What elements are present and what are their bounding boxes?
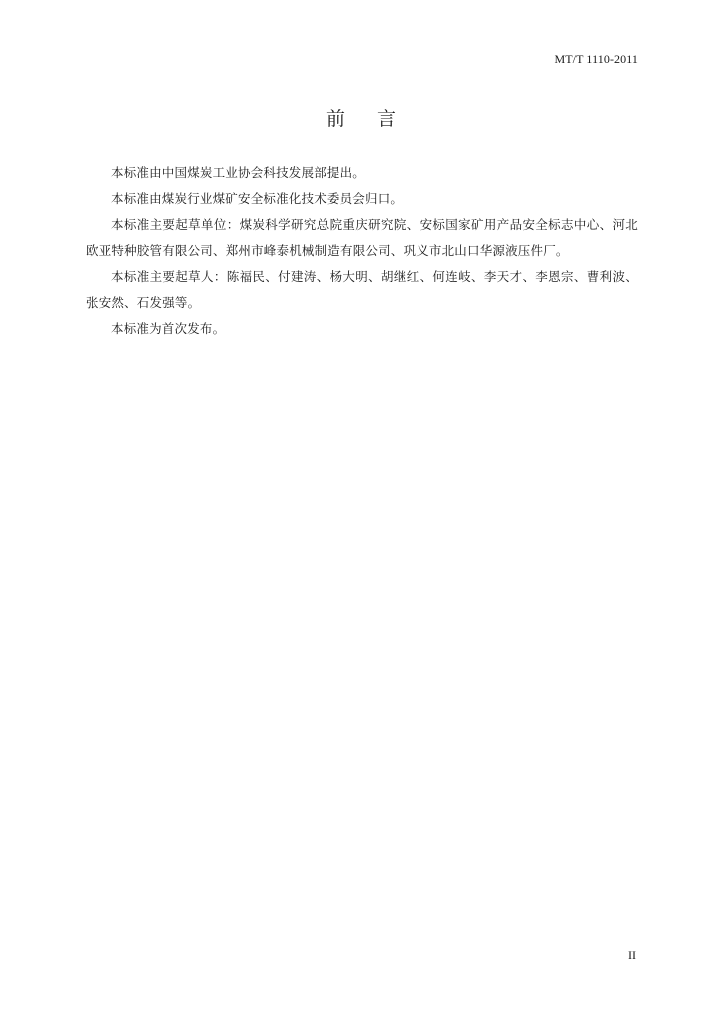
paragraph-drafters: 本标准主要起草人：陈福民、付建涛、杨大明、胡继红、何连岐、李天才、李恩宗、曹利波、张安然、石发强等。 [86,269,638,310]
title-char-1: 前 [325,108,347,130]
document-code: MT/T 1110-2011 [554,52,638,66]
title-char-2: 言 [377,108,399,130]
page-title [0,104,724,131]
paragraph-proposer: 本标准由中国煤炭工业协会科技发展部提出。 [111,165,366,180]
paragraph-first-release: 本标准为首次发布。 [111,321,226,336]
page-number: II [628,948,636,962]
paragraph-committee: 本标准由煤炭行业煤矿安全标准化技术委员会归口。 [111,191,404,206]
paragraph-drafting-units: 本标准主要起草单位：煤炭科学研究总院重庆研究院、安标国家矿用产品安全标志中心、河北欧亚特种胶管有限公司、郑州市峰泰机械制造有限公司、巩义市北山口华源液压件厂。 [86,217,638,258]
preface-body [86,160,638,342]
